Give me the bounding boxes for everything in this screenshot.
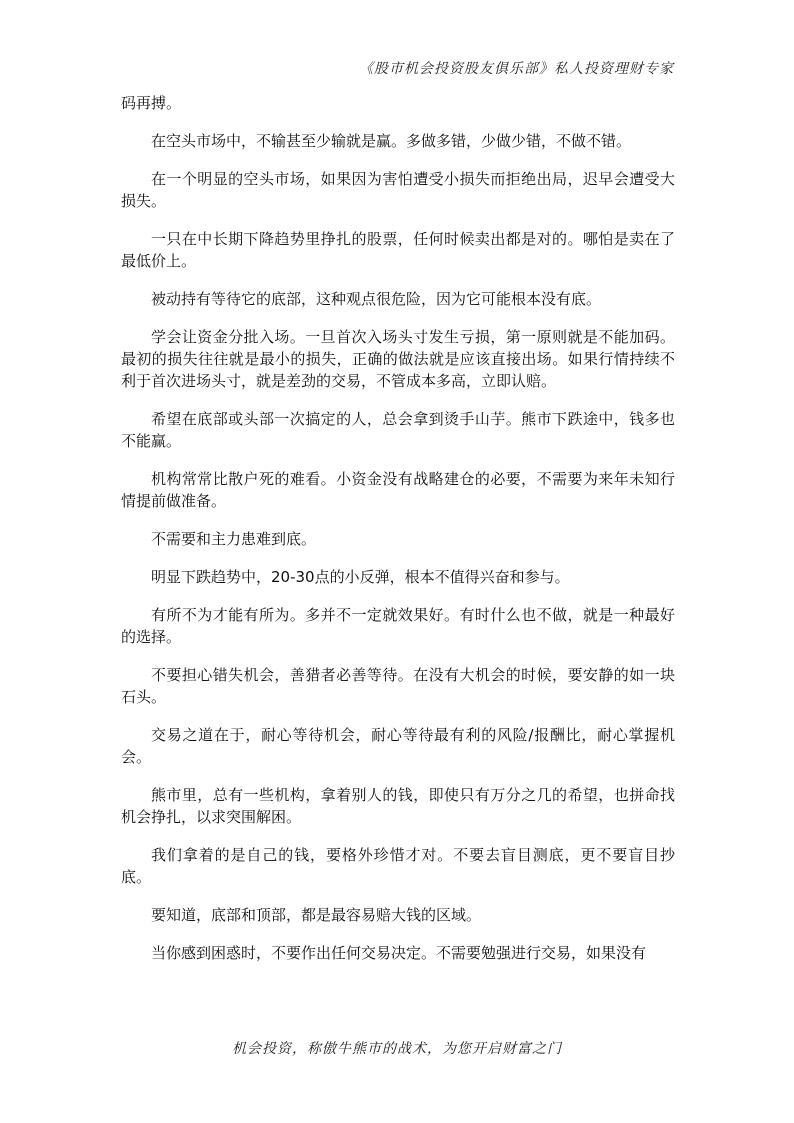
paragraph: 当你感到困惑时，不要作出任何交易决定。不需要勉强进行交易，如果没有: [151, 944, 647, 962]
paragraph: 不需要和主力患难到底。: [151, 530, 317, 548]
paragraph: 交易之道在于，耐心等待机会，耐心等待最有利的风险/报酬比，耐心掌握机会。: [121, 726, 675, 766]
paragraph: 学会让资金分批入场。一旦首次入场头寸发生亏损，第一原则就是不能加码。最初的损失往往就是最小的损失，正确的做法就是应该直接出场。如果行情持续不利于首次进场头寸，就是差劲的交易，不管成本多高，立即认赔。: [121, 328, 675, 390]
paragraph: 被动持有等待它的底部，这种观点很危险，因为它可能根本没有底。: [151, 290, 602, 308]
paragraph: 明显下跌趋势中，20-30点的小反弹，根本不值得兴奋和参与。: [151, 568, 570, 586]
document-body: [121, 92, 675, 980]
paragraph: 在一个明显的空头市场，如果因为害怕遭受小损失而拒绝出局，迟早会遭受大损失。: [121, 170, 675, 210]
paragraph: 有所不为才能有所为。多并不一定就效果好。有时什么也不做，就是一种最好的选择。: [121, 606, 675, 646]
paragraph: 要知道，底部和顶部，都是最容易赔大钱的区域。: [151, 906, 482, 924]
paragraph: 熊市里，总有一些机构，拿着别人的钱，即使只有万分之几的希望，也拼命找机会挣扎，以求突围解困。: [121, 786, 675, 826]
paragraph: 在空头市场中，不输甚至少输就是赢。多做多错，少做少错，不做不错。: [151, 132, 632, 150]
page-header: 《股市机会投资股友俱乐部》私人投资理财专家: [359, 61, 674, 77]
paragraph: 我们拿着的是自己的钱，要格外珍惜才对。不要去盲目测底，更不要盲目抄底。: [121, 846, 675, 886]
page-footer: 机会投资，称傲牛熊市的战术，为您开启财富之门: [232, 1041, 562, 1057]
paragraph: 机构常常比散户死的难看。小资金没有战略建仓的必要，不需要为来年未知行情提前做准备。: [121, 470, 675, 510]
paragraph: 一只在中长期下降趋势里挣扎的股票，任何时候卖出都是对的。哪怕是卖在了最低价上。: [121, 230, 675, 270]
paragraph: 希望在底部或头部一次搞定的人，总会拿到烫手山芋。熊市下跌途中，钱多也不能赢。: [121, 410, 675, 450]
paragraph: 不要担心错失机会，善猎者必善等待。在没有大机会的时候，要安静的如一块石头。: [121, 666, 675, 706]
paragraph: 码再搏。: [121, 94, 182, 112]
